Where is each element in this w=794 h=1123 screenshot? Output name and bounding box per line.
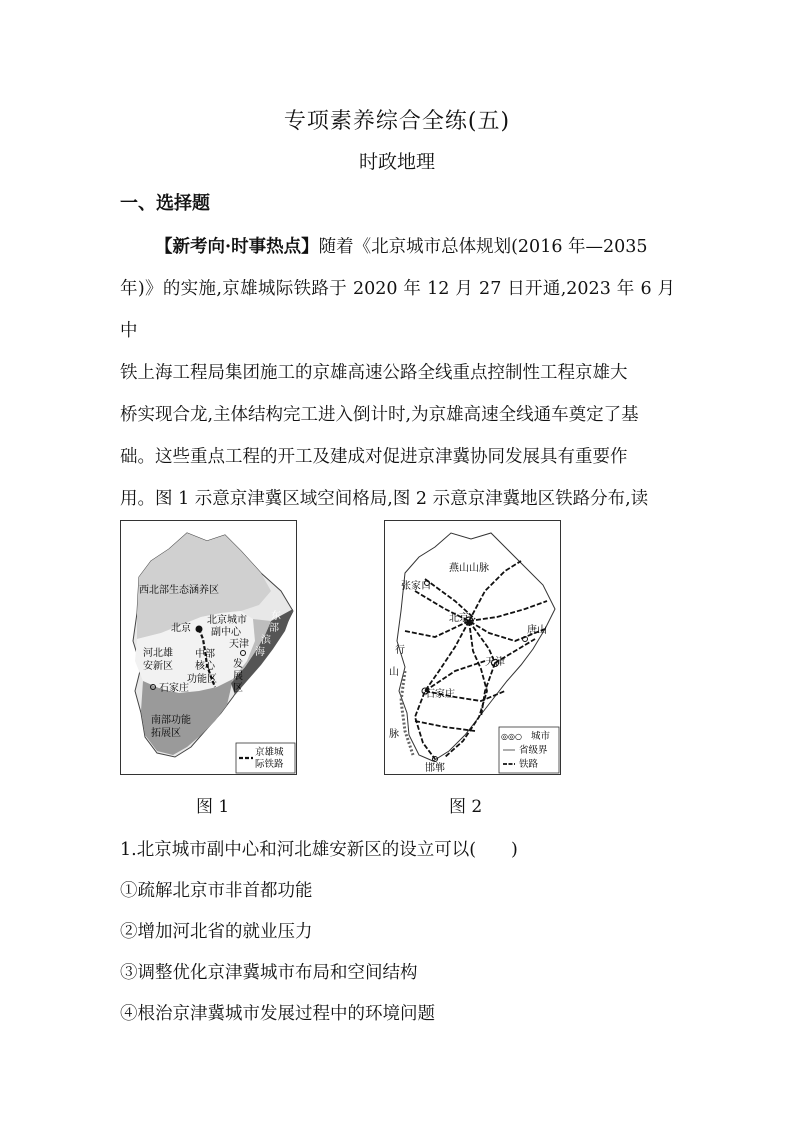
label-south-2: 拓展区 <box>151 728 181 739</box>
page-subtitle: 时政地理 <box>358 151 435 173</box>
section-heading: 一、选择题 <box>120 193 210 214</box>
label-tianjin: 天津 <box>485 657 505 668</box>
label-zjk: 张家口 <box>401 581 431 592</box>
label-sjz: 石家庄 <box>425 689 455 700</box>
legend-label-2: 际铁路 <box>255 759 284 770</box>
legend-city-symbols: ◎◎○ <box>501 732 522 741</box>
label-east-1: 东 <box>271 611 281 622</box>
figure-2-map <box>384 520 561 775</box>
intro-line-5: 础。这些重点工程的开工及建成对促进京津冀协同发展具有重要作 <box>120 447 628 467</box>
figure-1-caption: 图 1 <box>196 797 230 817</box>
question-1-option-4: ④根治京津冀城市发展过程中的环境问题 <box>120 1004 435 1024</box>
label-tianjin: 天津 <box>229 639 249 650</box>
beijing-star <box>196 626 203 633</box>
question-1-stem: 1.北京城市副中心和河北雄安新区的设立可以( ) <box>120 840 518 860</box>
question-1-option-3: ③调整优化京津冀城市布局和空间结构 <box>120 963 418 983</box>
intro-line-4: 桥实现合龙,主体结构完工进入倒计时,为京雄高速全线通车奠定了基 <box>120 405 639 425</box>
label-beijing: 北京 <box>449 613 469 624</box>
label-dev-1: 发 <box>233 659 243 670</box>
label-xiongan-1: 河北雄 <box>143 648 173 659</box>
legend-label-rail: 铁路 <box>519 759 539 770</box>
intro-line-2: 年)》的实施,京雄城际铁路于 2020 年 12 月 27 日开通,2023 年 6 月中 <box>120 279 675 341</box>
label-east-2: 部 <box>269 623 279 634</box>
legend-label-city: 城市 <box>531 731 551 742</box>
intro-tag: 【新考向·时事热点】 <box>155 237 319 257</box>
question-1-option-2: ②增加河北省的就业压力 <box>120 922 313 942</box>
intro-paragraph <box>120 226 675 562</box>
label-east-4: 海 <box>255 647 265 658</box>
label-xiongan-2: 安新区 <box>143 661 173 672</box>
label-northwest: 西北部生态涵养区 <box>139 585 219 596</box>
intro-line-1: 【新考向·时事热点】随着《北京城市总体规划(2016 年—2035 <box>155 237 648 257</box>
label-tangshan: 唐山 <box>527 625 547 636</box>
label-dev-2: 展 <box>233 671 243 682</box>
page-title: 专项素养综合全练(五) <box>283 109 511 134</box>
figure-2-svg <box>385 521 560 774</box>
question-1-option-1: ①疏解北京市非首都功能 <box>120 881 313 901</box>
figure-1-svg <box>121 521 296 774</box>
legend-label-1: 京雄城 <box>255 747 284 758</box>
label-taihang-2: 山 <box>389 667 399 678</box>
label-handan: 邯郸 <box>425 763 445 774</box>
label-east-3: 滨 <box>261 635 271 646</box>
intro-line-3: 铁上海工程局集团施工的京雄高速公路全线重点控制性工程京雄大 <box>120 363 628 383</box>
figure-2-caption: 图 2 <box>449 797 483 817</box>
label-core-1: 中部 <box>195 649 215 660</box>
label-taihang-3: 脉 <box>389 729 399 740</box>
label-sjz: 石家庄 <box>159 683 189 694</box>
label-yanshan: 燕山山脉 <box>449 563 489 574</box>
label-taihang-1: 行 <box>395 645 405 656</box>
intro-line-6: 用。图 1 示意京津冀区域空间格局,图 2 示意京津冀地区铁路分布,读 <box>120 489 649 509</box>
legend-label-boundary: 省级界 <box>519 745 548 756</box>
label-core-3: 功能区 <box>187 674 217 685</box>
label-south-1: 南部功能 <box>151 715 191 726</box>
label-core-2: 核心 <box>195 661 215 672</box>
figure-1-map <box>120 520 297 775</box>
label-subcenter-1: 北京城市 <box>207 615 247 626</box>
label-beijing: 北京 <box>171 623 191 634</box>
label-dev-3: 区 <box>233 683 243 694</box>
label-subcenter-2: 副中心 <box>211 627 241 638</box>
